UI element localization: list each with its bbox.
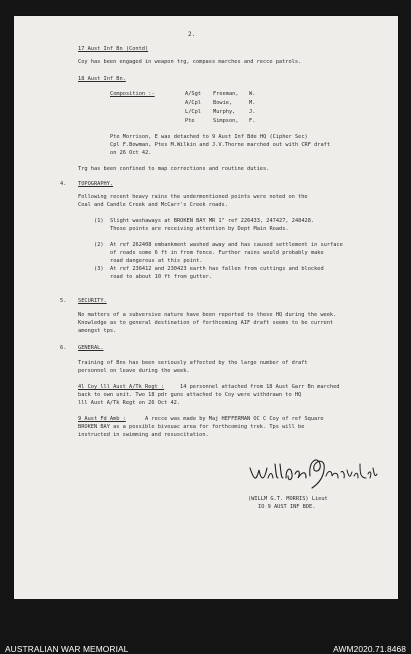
para-lead: 9 Aust Fd Amb : [78,416,126,422]
member-name: Simpson, [213,118,239,124]
section-title-general: GENERAL. [78,345,104,351]
item-text: Slight washaways at BROKEN BAY MR 1" ref 226433, 247427, 248428. [110,218,315,224]
topography-intro: Coal and Candle Creek and McCarr's Creek roads. [78,202,228,208]
section-title-security: SECURITY. [78,298,107,304]
item-text: road to about 10 ft from gutter. [110,274,213,280]
signature-name: (WILLM G.T. MORRIS) Lieut [248,496,328,502]
archive-footer [0,599,411,653]
member-rank: L/Cpl [185,109,201,115]
item-text: These points are receiving attention by Dept Main Roads. [110,226,289,232]
item-text: road dangerous at this point. [110,258,203,264]
section-number: 6. [60,345,67,351]
para-text: 14 personnel attached from 18 Aust Garr Bn marched [180,384,340,390]
member-initial: F. [249,118,256,124]
item-text: of roads some 6 ft in from fence. Further rains would probably make [110,250,324,256]
item-text: At ref 262408 embankment washed away and has caused settlement in surface [110,242,343,248]
member-rank: A/Cpl [185,100,201,106]
security-text: No matters of a subversive nature have been reported to these HQ during the week. [78,312,337,318]
page-number: 2. [188,31,196,38]
member-initial: M. [249,100,256,106]
unit-17-heading: 17 Aust Inf Bn (Contd) [78,46,149,52]
handwritten-signature [246,454,378,492]
topography-intro: Following recent heavy rains the undermentioned points were noted on the [78,194,308,200]
para-text: A recce was made by Maj HEFFERMAN OC C Coy of ref Square [145,416,324,422]
item-label: (1) [94,218,104,224]
para-text: back to own unit. Two 18 pdr guns attached to Coy were withdrawn to HQ [78,392,302,398]
member-initial: W. [249,91,256,97]
member-rank: A/Sgt [185,91,201,97]
detach-line: Cpl F.Bowman, Ptes M.Wilkin and J.V.Thorne marched out with CRF draft [110,142,331,148]
item-label: (2) [94,242,104,248]
para-text: lll Aust A/Tk Regt on 26 Oct 42. [78,400,181,406]
member-name: Murphy, [213,109,236,115]
section-number: 5. [60,298,67,304]
member-initial: J. [249,109,256,115]
document-page [14,16,398,599]
para-lead: 4l Coy lll Aust A/Tk Regt : [78,384,165,390]
institution-name: AUSTRALIAN WAR MEMORIAL [5,644,129,654]
para-text: instructed in swimming and resuscitation. [78,432,209,438]
general-text: personnel on leave during the week. [78,368,190,374]
training-line: Trg has been confined to map corrections and routine duties. [78,166,270,172]
security-text: amongst tps. [78,328,117,334]
general-text: Training of Bns has been seriously affected by the large number of draft [78,360,308,366]
section-title-topography: TOPOGRAPHY. [78,181,114,187]
member-name: Bowie, [213,100,233,106]
member-rank: Pte [185,118,195,124]
item-label: (3) [94,266,104,272]
composition-label: Composition :- [110,91,155,97]
unit-18-heading: 18 Aust Inf Bn. [78,76,126,82]
para-text: BROKEN BAY as a possible bivouac area for forthcoming trek. Tps will be [78,424,305,430]
detach-line: on 26 Oct 42. [110,150,152,156]
item-text: At ref 236412 and 230423 earth has fallen from cuttings and blocked [110,266,324,272]
member-name: Freeman, [213,91,239,97]
accession-number: AWM2020.71.8468 [333,644,406,654]
unit-17-text: Coy has been engaged in weapon trg, compass marches and recce patrols. [78,59,302,65]
signature-role: IO 9 AUST INF BDE. [258,504,316,510]
section-number: 4. [60,181,67,187]
security-text: Knowledge as to general destination of forthcoming AIF draft seems to be current [78,320,334,326]
detach-line: Pte Morrison, E was detached to 9 Aust Inf Bde HQ (Cipher Sec) [110,134,308,140]
